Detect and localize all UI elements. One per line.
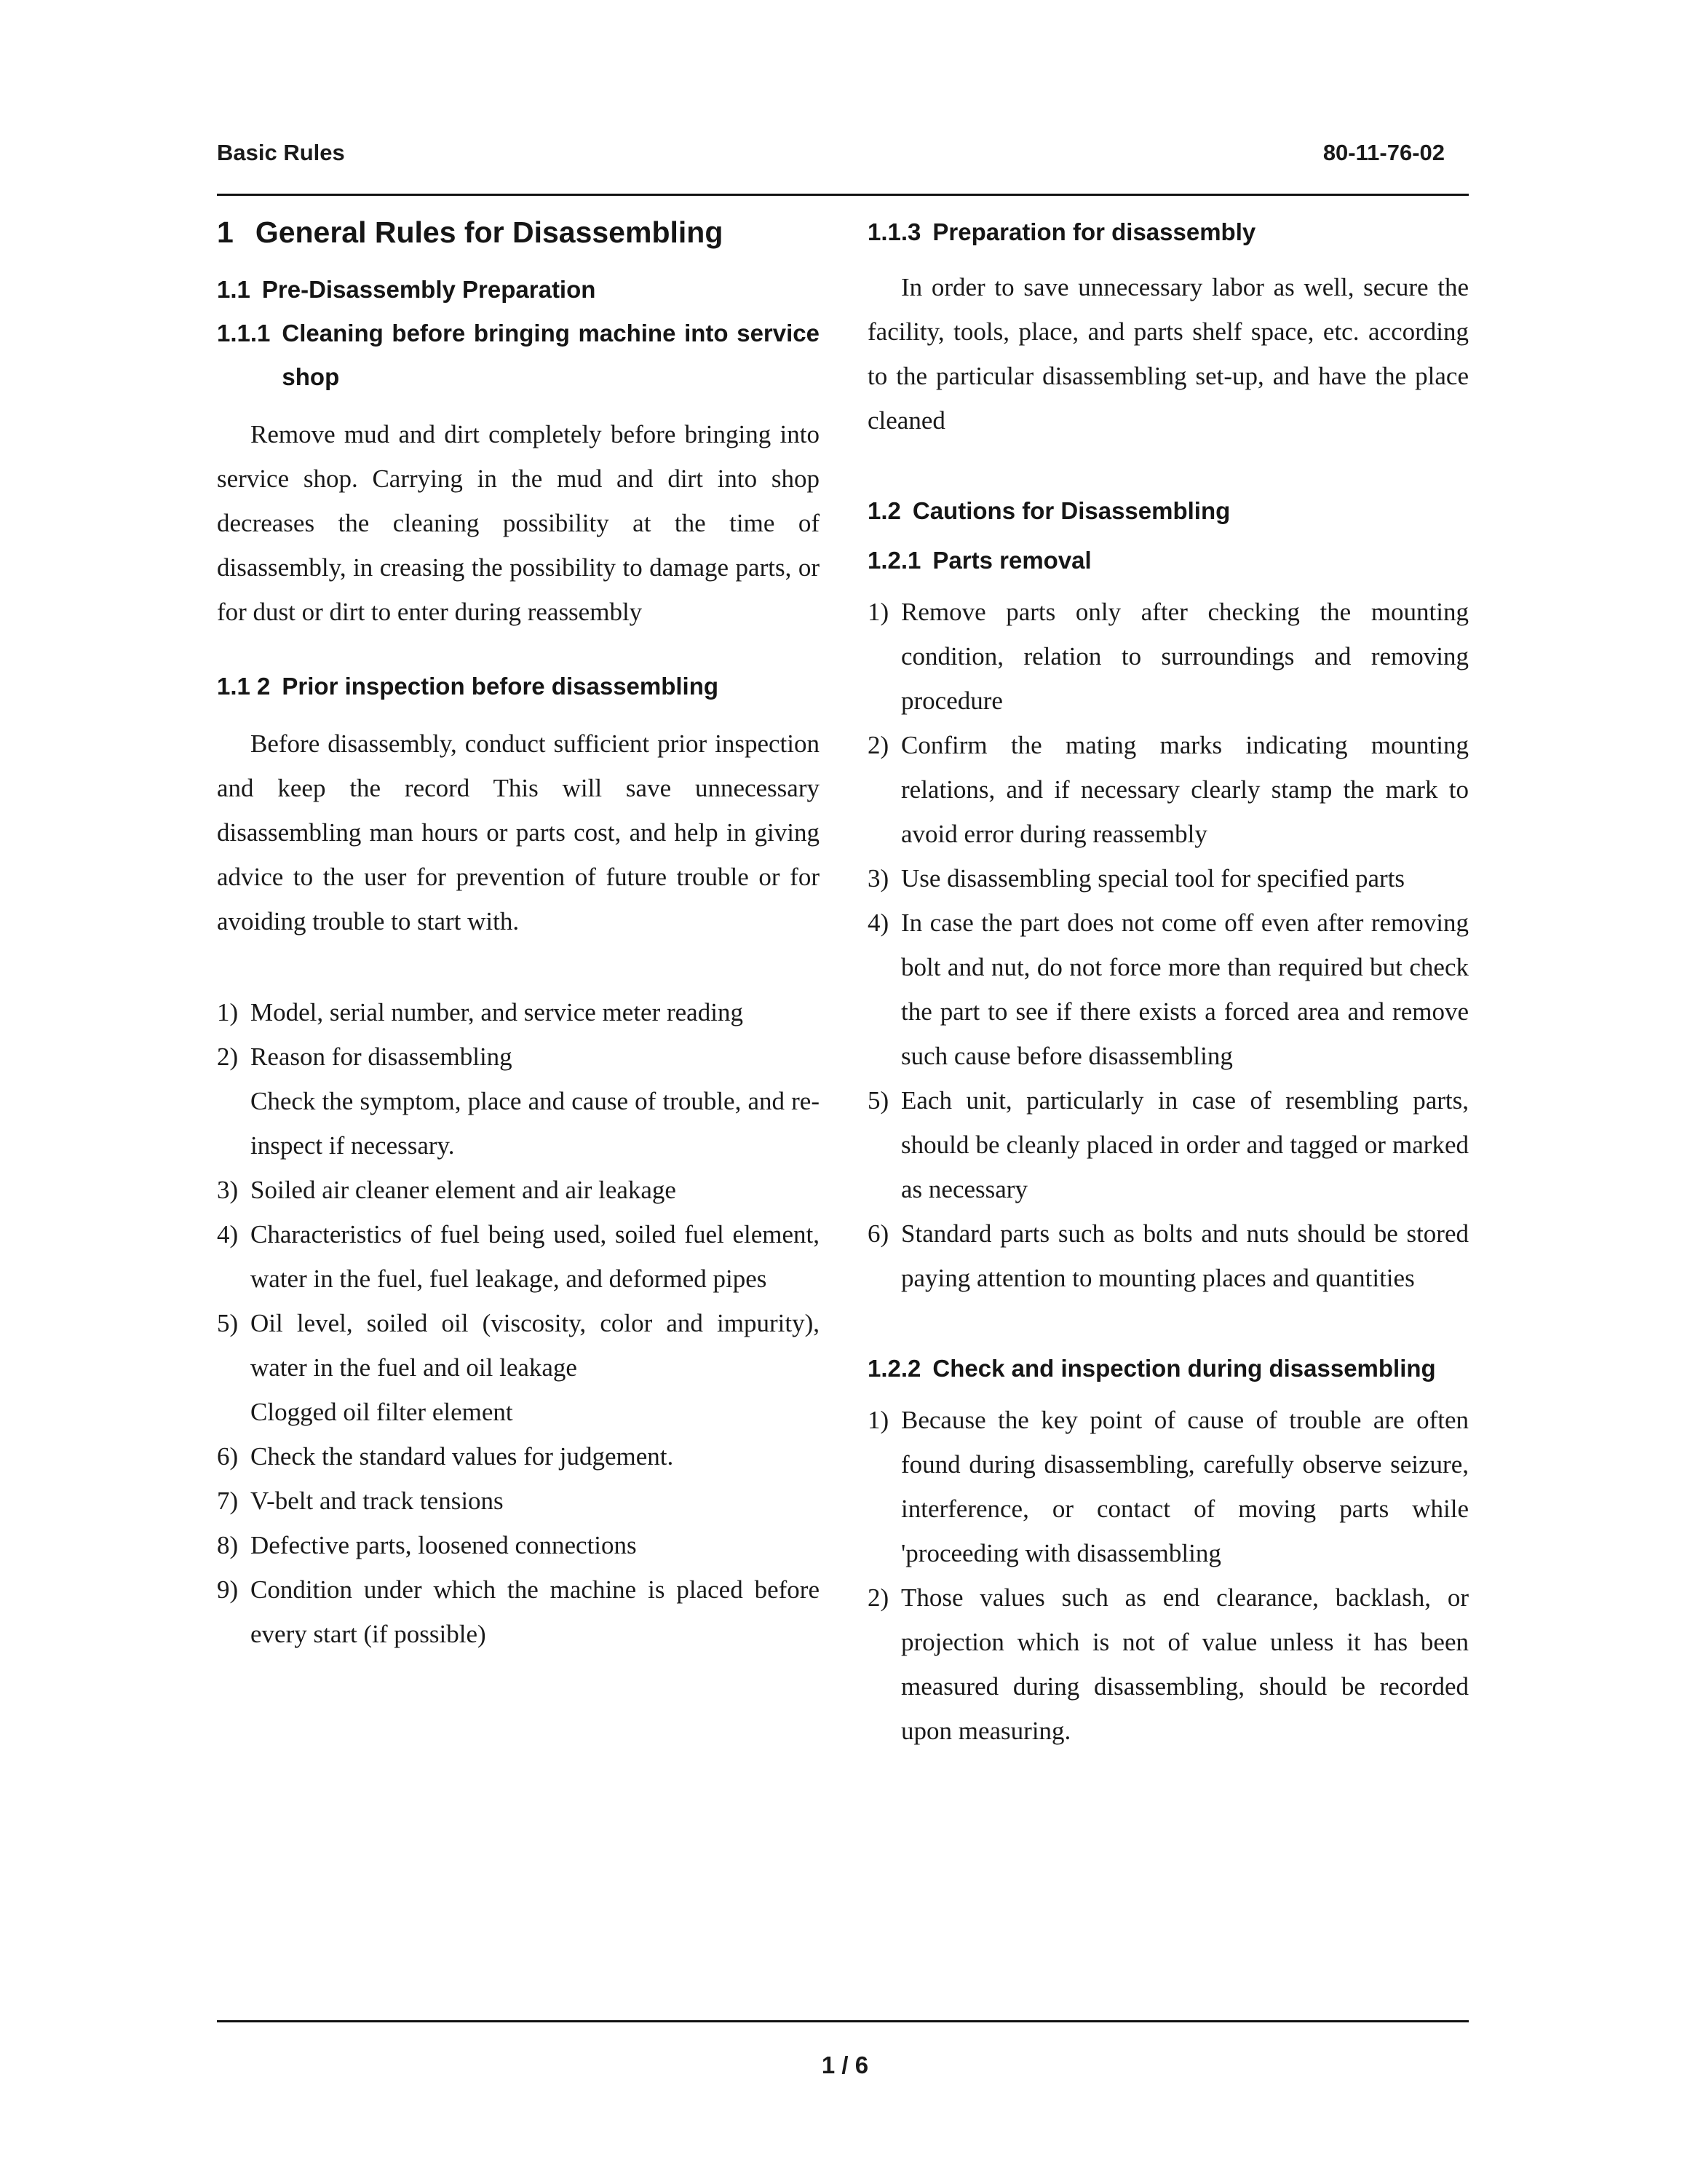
running-header-title: Basic Rules bbox=[217, 140, 345, 165]
section-number: 1.1.1 bbox=[217, 320, 271, 347]
section-title: Parts removal bbox=[932, 547, 1092, 574]
section-title: Pre-Disassembly Preparation bbox=[261, 276, 596, 303]
section-title: Prior inspection before disassembling bbox=[282, 673, 719, 700]
footer-rule bbox=[217, 2020, 1469, 2022]
section-title: Cautions for Disassembling bbox=[912, 497, 1231, 524]
inspection-list bbox=[217, 990, 820, 1656]
left-column bbox=[217, 213, 820, 1656]
list-item: 3) Soiled air cleaner element and air leakage bbox=[217, 1176, 676, 1204]
section-number: 1.1 bbox=[217, 276, 250, 303]
list-item: 6) Standard parts such as bolts and nuts should be stored paying attention to mounting places and quantities bbox=[868, 1219, 1469, 1292]
page-number: 1 / 6 bbox=[821, 2052, 869, 2078]
section-number: 1.1.3 bbox=[868, 218, 921, 245]
section-heading-1-1 bbox=[217, 268, 820, 312]
right-column bbox=[868, 213, 1469, 1753]
list-item: 4) Characteristics of fuel being used, soiled fuel element, water in the fuel, fuel leakage, and deformed pipes bbox=[217, 1220, 820, 1293]
list-item: 3) Use disassembling special tool for specified parts bbox=[868, 864, 1405, 893]
list-item: 2) Those values such as end clearance, backlash, or projection which is not of value unless it has been measured during disassembling, should be recorded upon measuring. bbox=[868, 1583, 1469, 1745]
list-item: 6) Check the standard values for judgement. bbox=[217, 1442, 674, 1471]
section-title: Preparation for disassembly bbox=[932, 218, 1256, 245]
check-list bbox=[868, 1398, 1469, 1753]
list-item: 1) Remove parts only after checking the mounting condition, relation to surroundings and removing procedure bbox=[868, 598, 1469, 715]
list-item: 7) V-belt and track tensions bbox=[217, 1487, 504, 1515]
list-item: 5) Oil level, soiled oil (viscosity, color and impurity), water in the fuel and oil leakage Clogged oil filter element bbox=[217, 1309, 820, 1426]
cleaning-paragraph: Remove mud and dirt completely before bringing into service shop. Carrying in the mud and dirt into shop decreases the cleaning possibility at the time of disassembly, in creasing the possibility to damage parts, or for dust or dirt to enter during reassembly bbox=[217, 420, 820, 626]
list-item: 9) Condition under which the machine is placed before every start (if possible) bbox=[217, 1575, 820, 1648]
list-item: 5) Each unit, particularly in case of resembling parts, should be cleanly placed in order and tagged or marked as necessary bbox=[868, 1086, 1469, 1203]
header-rule bbox=[217, 194, 1469, 196]
section-title: Cleaning before bringing machine into service shop bbox=[282, 320, 820, 390]
removal-list bbox=[868, 590, 1469, 1300]
section-heading-1 bbox=[217, 213, 820, 252]
section-heading-1-1-2 bbox=[217, 665, 820, 708]
list-item: 4) In case the part does not come off even after removing bolt and nut, do not force more than required but check the part to see if there exists a forced area and remove such cause before disassembling bbox=[868, 909, 1469, 1070]
section-number: 1.2.2 bbox=[868, 1355, 921, 1382]
section-title: General Rules for Disassembling bbox=[255, 215, 723, 249]
section-number: 1.2 bbox=[868, 497, 901, 524]
document-number: 80-11-76-02 bbox=[1322, 140, 1445, 165]
section-heading-1-1-1 bbox=[217, 312, 820, 399]
list-item: 2) Reason for disassembling Check the symptom, place and cause of trouble, and re-inspect if necessary. bbox=[217, 1042, 820, 1160]
section-heading-1-2-1 bbox=[868, 539, 1469, 582]
section-number: 1.1 2 bbox=[217, 673, 271, 700]
list-item: 8) Defective parts, loosened connections bbox=[217, 1531, 637, 1559]
section-number: 1.2.1 bbox=[868, 547, 921, 574]
list-item: 1) Model, serial number, and service meter reading bbox=[217, 998, 743, 1026]
list-item: 2) Confirm the mating marks indicating mounting relations, and if necessary clearly stamp the mark to avoid error during reassembly bbox=[868, 731, 1469, 848]
section-heading-1-2 bbox=[868, 489, 1469, 533]
list-item: 1) Because the key point of cause of trouble are often found during disassembling, carefully observe seizure, interference, or contact of moving parts while 'proceeding with disassembling bbox=[868, 1406, 1469, 1567]
section-number: 1 bbox=[217, 215, 234, 249]
section-heading-1-1-3 bbox=[868, 213, 1469, 252]
section-title: Check and inspection during disassembling bbox=[932, 1355, 1436, 1382]
inspection-paragraph: Before disassembly, conduct sufficient prior inspection and keep the record This will save unnecessary disassembling man hours or parts cost, and help in giving advice to the user for prevention of future trouble or for avoiding trouble to start with. bbox=[217, 729, 820, 935]
preparation-paragraph: In order to save unnecessary labor as well, secure the facility, tools, place, and parts shelf space, etc. according to the particular disassembling set-up, and have the place cleaned bbox=[868, 273, 1469, 435]
section-heading-1-2-2 bbox=[868, 1347, 1469, 1390]
